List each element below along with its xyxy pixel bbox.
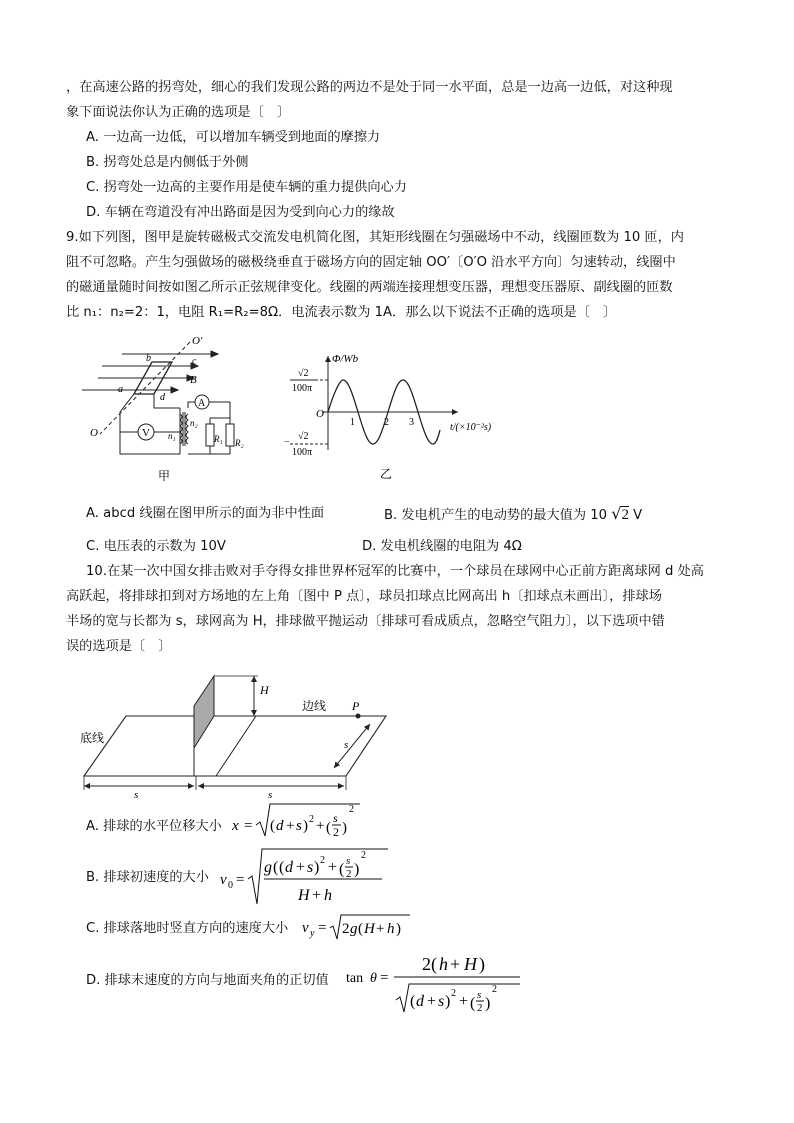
svg-text:=: = <box>244 818 253 834</box>
ymax-denominator: 100π <box>292 383 313 394</box>
svg-text:2: 2 <box>346 868 352 880</box>
svg-text:h: h <box>439 954 448 974</box>
q10-formula-a <box>232 800 362 840</box>
svg-text:): ) <box>342 820 347 836</box>
q9-option-c: C. 电压表的示数为 10V <box>86 539 226 554</box>
q8-stem-line1: ，在高速公路的拐弯处，细心的我们发现公路的两边不是处于同一水平面，总是一边高一边低，对这种现 <box>66 80 673 95</box>
svg-text:d: d <box>416 993 424 1010</box>
q10-stem-line4: 误的选项是〔 〕 <box>66 639 172 654</box>
q9-stem-line4: 比 n₁：n₂=2：1，电阻 R₁=R₂=8Ω．电流表示数为 1A．那么以下说法不正确的选项是〔 〕 <box>66 305 617 320</box>
q9-option-b-unit: V <box>633 508 643 523</box>
svg-text:+: + <box>450 954 461 974</box>
svg-text:g: g <box>350 921 358 937</box>
svg-text:h: h <box>387 921 395 937</box>
ammeter-label: A <box>198 398 206 409</box>
q9-option-b-radicand: 2 <box>621 507 629 523</box>
q10-stem-line2: 高跃起，将排球扣到对方场地的左上角〔图中 P 点〕，球员扣球点比网高出 h〔扣球点未画出〕，排球场 <box>66 589 662 604</box>
label-b-field: B <box>190 374 197 386</box>
svg-text:+: + <box>296 859 306 876</box>
svg-text:H: H <box>364 921 375 937</box>
svg-text:): ) <box>314 859 320 876</box>
court-surface <box>84 716 386 776</box>
svg-text:+: + <box>328 859 338 876</box>
svg-text:g: g <box>264 859 272 876</box>
svg-text:v: v <box>302 920 309 936</box>
svg-text:2: 2 <box>477 1002 483 1014</box>
ymin-denominator: 100π <box>292 447 313 458</box>
caption-yi: 乙 <box>380 467 393 481</box>
svg-text:+: + <box>316 818 325 834</box>
ymax-numerator: √2 <box>298 368 309 379</box>
svg-text:+: + <box>427 993 437 1010</box>
svg-text:2: 2 <box>333 825 339 839</box>
svg-text:2: 2 <box>309 814 314 825</box>
label-h: H <box>260 683 269 697</box>
label-r2: R₂ <box>235 438 244 448</box>
svg-text:2: 2 <box>342 921 350 937</box>
label-r1: R₁ <box>214 434 223 444</box>
svg-text:d: d <box>285 859 293 876</box>
q10-formula-b <box>218 846 390 908</box>
svg-text:(: ( <box>470 995 476 1012</box>
svg-text:(: ( <box>270 818 275 834</box>
label-p: P <box>352 699 360 713</box>
svg-text:2(: 2( <box>422 954 437 974</box>
label-b: b <box>146 353 151 364</box>
q8-option-a: A. 一边高一边低，可以增加车辆受到地面的摩擦力 <box>86 130 381 145</box>
q9-stem-line2: 阻不可忽略。产生匀强做场的磁极绕垂直于磁场方向的固定轴 OO′〔O′O 沿水平方向〕匀速转动，线圈中 <box>66 255 676 270</box>
svg-text:(: ( <box>358 921 363 937</box>
ymin-numerator: √2 <box>298 431 309 442</box>
label-baseline: 底线 <box>80 731 105 745</box>
ymin-sign: − <box>284 437 290 448</box>
resistor-r1 <box>206 424 214 446</box>
svg-text:2: 2 <box>492 984 497 995</box>
svg-text:2: 2 <box>320 855 325 866</box>
svg-text:H: H <box>298 887 310 904</box>
label-s-side: s <box>344 739 349 751</box>
svg-text:(: ( <box>273 859 279 876</box>
tick-3: 3 <box>409 417 414 428</box>
svg-text:(: ( <box>410 993 416 1010</box>
tick-2: 2 <box>384 417 389 428</box>
svg-text:+: + <box>459 993 469 1010</box>
q9-option-b-text: B. 发电机产生的电动势的最大值为 10 <box>384 508 608 523</box>
q9-option-b <box>384 505 642 525</box>
q10-option-c: C. 排球落地时竖直方向的速度大小 <box>86 921 289 936</box>
label-n2: n₂ <box>190 418 198 428</box>
voltmeter-label: V <box>142 427 150 439</box>
svg-text:2: 2 <box>361 850 366 861</box>
q9-option-a: A. abcd 线圈在图甲所示的面为非中性面 <box>86 506 325 521</box>
label-sideline: 边线 <box>302 699 327 713</box>
svg-text:+: + <box>312 887 322 904</box>
svg-text:H: H <box>464 954 477 974</box>
caption-jia: 甲 <box>158 469 171 483</box>
q8-option-d: D. 车辆在弯道没有冲出路面是因为受到向心力的缘故 <box>86 205 395 220</box>
svg-text:): ) <box>479 954 485 974</box>
q10-court-figure <box>76 670 396 798</box>
q10-option-d: D. 排球末速度的方向与地面夹角的正切值 <box>86 973 329 988</box>
label-d: d <box>160 392 165 403</box>
label-o-prime: O′ <box>192 335 203 347</box>
label-c: c <box>192 356 197 367</box>
transformer <box>180 412 188 446</box>
origin-label: O <box>316 408 324 420</box>
q10-option-a: A. 排球的水平位移大小 <box>86 819 222 834</box>
q9-stem-line3: 的磁通量随时间按如图乙所示正弦规律变化。线圈的两端连接理想变压器，理想变压器原、副线圈的匝数 <box>66 280 673 295</box>
svg-text:+: + <box>376 921 385 937</box>
svg-text:2: 2 <box>451 988 456 999</box>
label-a: a <box>118 384 123 395</box>
svg-text:s: s <box>346 855 351 867</box>
svg-text:s: s <box>477 989 482 1001</box>
svg-text:(: ( <box>326 820 331 836</box>
svg-text:2: 2 <box>349 804 354 815</box>
svg-text:(: ( <box>339 861 345 878</box>
q9-stem-line1: 9.如下列图，图甲是旋转磁极式交流发电机简化图，其矩形线圈在匀强磁场中不动，线圈匝数为 10 匝，内 <box>66 230 684 245</box>
svg-text:=: = <box>236 872 245 888</box>
svg-text:y: y <box>310 928 315 939</box>
label-s-right: s <box>268 789 273 798</box>
q8-stem-line2: 象下面说法你认为正确的选项是〔 〕 <box>66 105 291 120</box>
q10-formula-c <box>300 912 412 942</box>
q8-option-b: B. 拐弯处总是内侧低于外侧 <box>86 155 249 170</box>
svg-text:=: = <box>318 920 327 936</box>
q8-option-c: C. 拐弯处一边高的主要作用是使车辆的重力提供向心力 <box>86 180 407 195</box>
q10-stem-line3: 半场的宽与长都为 s，球网高为 H，排球做平抛运动〔排球可看成质点，忽略空气阻力〕，以下选项中错 <box>66 614 665 629</box>
q10-option-b: B. 排球初速度的大小 <box>86 870 209 885</box>
tick-1: 1 <box>350 417 355 428</box>
q9-option-d: D. 发电机线圈的电阻为 4Ω <box>362 539 522 554</box>
svg-text:): ) <box>396 921 401 937</box>
net <box>194 676 214 748</box>
axis-oo <box>100 342 190 434</box>
q9-figure-yi <box>282 350 522 485</box>
svg-text:=: = <box>380 970 389 986</box>
svg-text:0: 0 <box>228 880 233 891</box>
svg-text:): ) <box>445 993 451 1010</box>
svg-text:s: s <box>438 993 445 1010</box>
svg-text:): ) <box>303 818 308 834</box>
q9-figure-jia <box>80 334 270 484</box>
y-axis-label: Φ/Wb <box>332 353 359 365</box>
svg-text:s: s <box>333 811 338 825</box>
svg-text:tan: tan <box>346 971 364 986</box>
point-p <box>356 714 361 719</box>
svg-text:d: d <box>276 818 284 834</box>
svg-text:): ) <box>354 861 360 878</box>
label-s-left: s <box>134 789 139 798</box>
svg-text:v: v <box>220 872 227 888</box>
q10-formula-d <box>344 944 524 1016</box>
label-o: O <box>90 427 98 439</box>
svg-text:): ) <box>485 995 491 1012</box>
label-n1: n₁ <box>168 431 176 441</box>
svg-text:θ: θ <box>370 971 377 986</box>
svg-text:+: + <box>286 818 295 834</box>
q10-stem-line1: 10.在某一次中国女排击败对手夺得女排世界杯冠军的比赛中，一个球员在球网中心正前方距离球网 d 处高 <box>86 564 704 579</box>
svg-text:s: s <box>307 859 314 876</box>
svg-text:x: x <box>232 818 239 834</box>
svg-text:(: ( <box>279 859 285 876</box>
svg-text:s: s <box>296 818 302 834</box>
sqrt-icon: √ <box>611 504 622 523</box>
x-axis-label: t/(×10⁻²s) <box>450 422 492 433</box>
svg-text:h: h <box>324 887 332 904</box>
resistor-r2 <box>226 424 234 446</box>
